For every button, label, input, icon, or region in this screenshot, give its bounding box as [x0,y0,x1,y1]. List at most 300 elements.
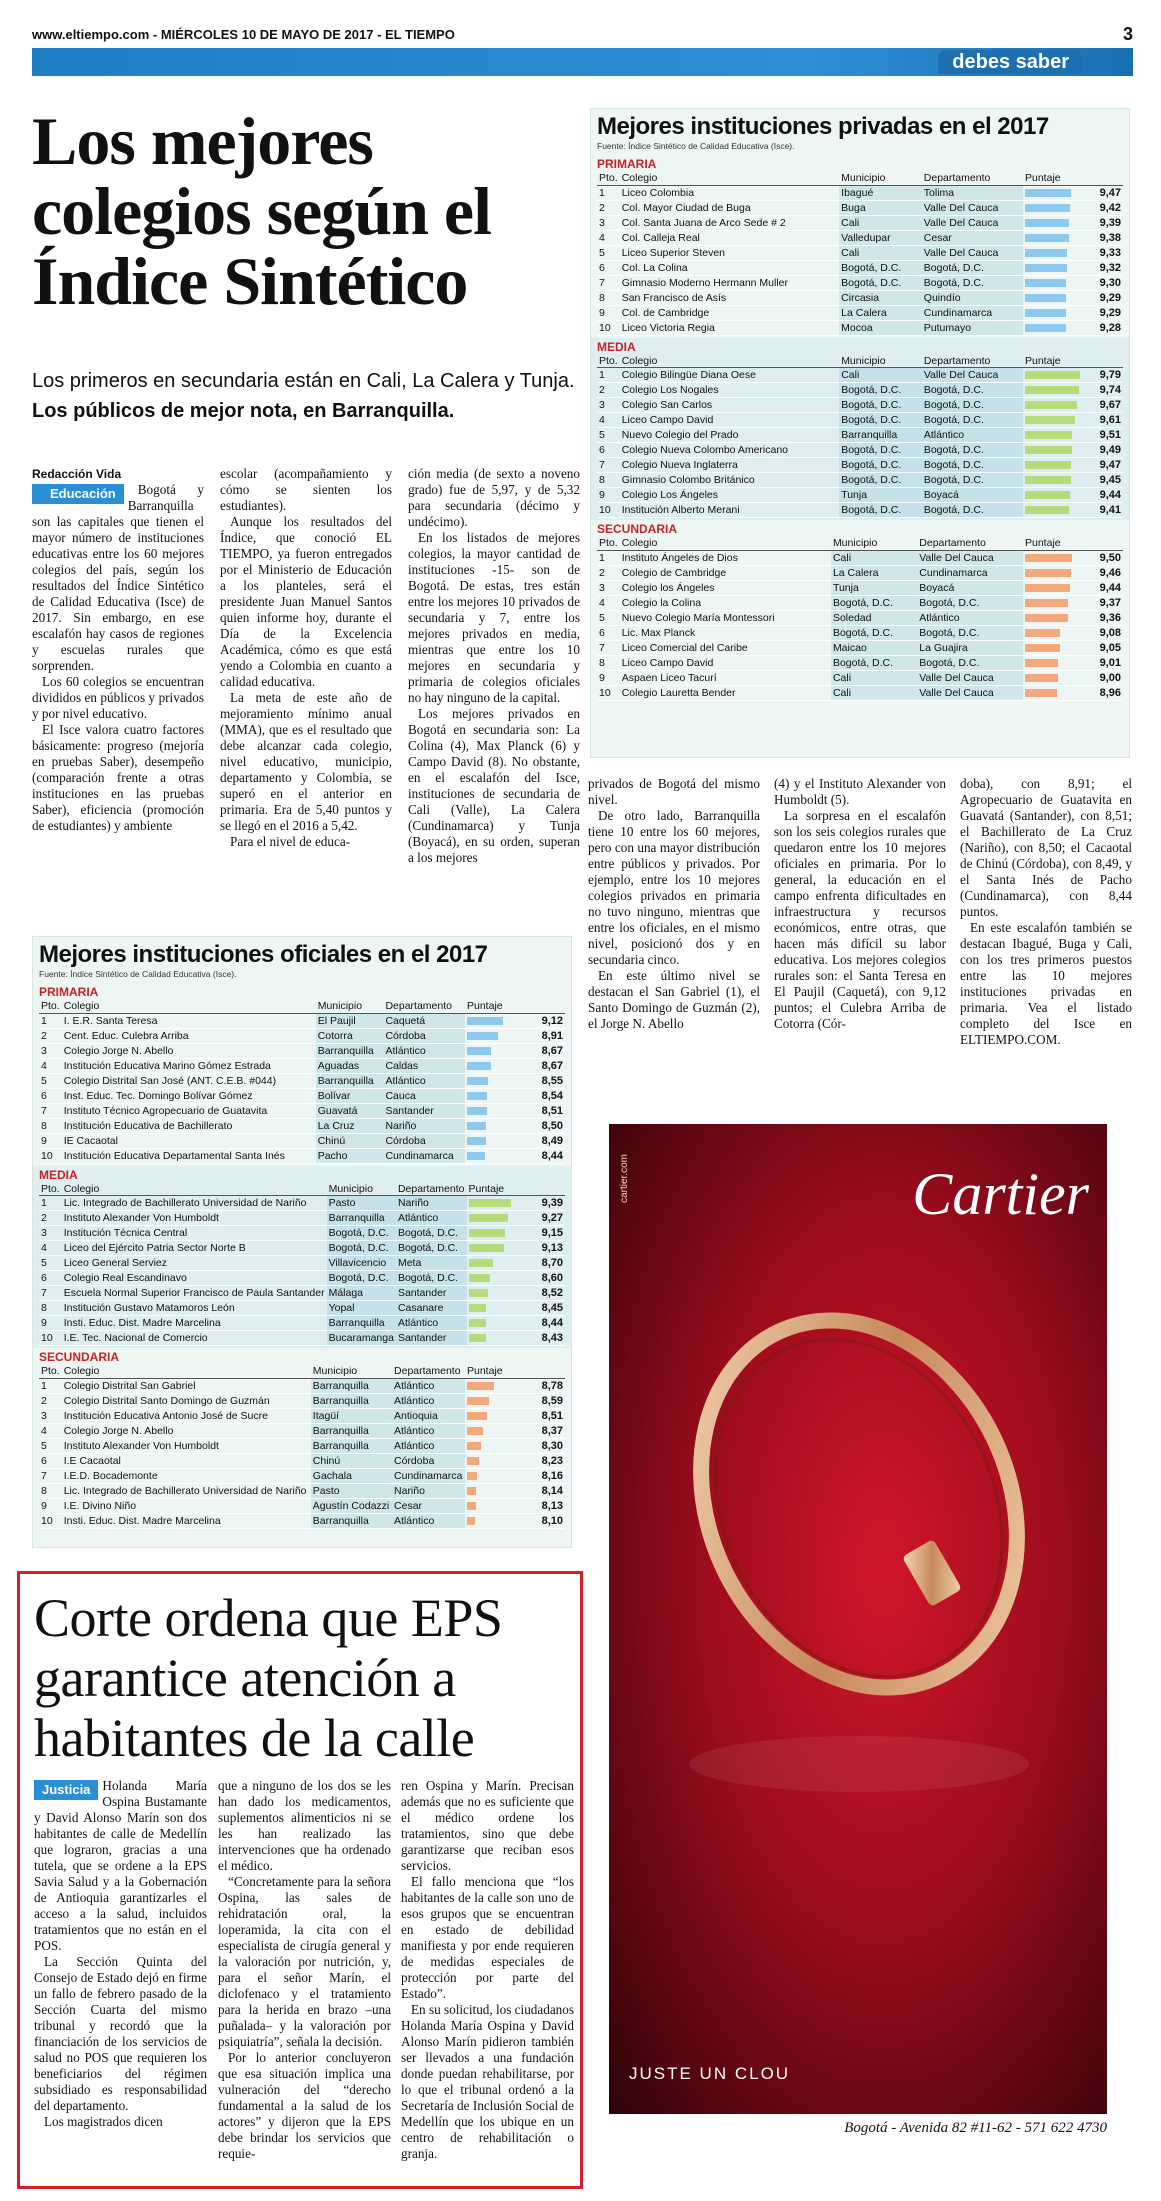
score-bar [467,1457,479,1465]
score-cell: 8,52 [527,1286,565,1301]
rank-cell: 8 [597,290,620,305]
department-cell: Córdoba [383,1028,465,1043]
score-bar-cell [1023,610,1085,625]
school-cell: Colegio Nueva Inglaterra [620,458,840,473]
department-cell: Bogotá, D.C. [396,1241,467,1256]
table-row [39,1256,565,1271]
score-bar [1025,446,1072,454]
score-bar-cell [465,1468,527,1483]
score-cell: 9,47 [1085,458,1123,473]
score-bar [1025,189,1071,197]
score-cell: 9,79 [1085,368,1123,383]
ranking-table [39,1183,565,1347]
department-cell: Valle Del Cauca [922,245,1023,260]
column-header: Colegio [62,1183,327,1196]
score-bar [1025,219,1069,227]
ranking-table [597,537,1123,701]
score-bar-cell [465,1088,527,1103]
table-row [597,215,1123,230]
school-cell: Insti. Educ. Dist. Madre Marcelina [62,1316,327,1331]
table-row [39,1241,565,1256]
score-cell: 8,23 [527,1453,565,1468]
table-row [39,1468,565,1483]
school-cell: Liceo Campo David [620,413,840,428]
table-row [39,1453,565,1468]
rank-cell: 7 [597,640,620,655]
table-row [597,428,1123,443]
section-secundaria [33,1348,571,1531]
score-bar [1025,324,1066,332]
school-cell: I.E.D. Bocademonte [62,1468,311,1483]
school-cell: Instituto Técnico Agropecuario de Guatavita [62,1103,316,1118]
score-bar [469,1229,505,1237]
ranking-table [39,1000,565,1164]
column-header: Puntaje [1023,172,1123,185]
cartier-advertisement[interactable] [609,1124,1107,2114]
score-cell: 9,39 [527,1196,565,1211]
bracelet-image [659,1294,1059,1814]
rank-cell: 10 [39,1148,62,1163]
table-row [597,670,1123,685]
department-cell: Nariño [383,1118,465,1133]
department-cell: Bogotá, D.C. [922,275,1023,290]
department-cell: Cesar [922,230,1023,245]
score-bar-cell [1023,275,1085,290]
score-cell: 9,05 [1085,640,1123,655]
score-bar [469,1289,488,1297]
score-bar-cell [467,1196,528,1211]
rank-cell: 4 [39,1423,62,1438]
rank-cell: 1 [597,368,620,383]
department-cell: Caquetá [383,1013,465,1028]
score-bar [469,1334,486,1342]
municipality-cell: Chinú [311,1453,392,1468]
municipality-cell: Cali [831,550,917,565]
ranking-table [39,1365,565,1529]
paragraph: En su solicitud, los ciudadanos Holanda María Ospina y David Alonso Marín pidieron también ser llevados a una fundación donde puedan rehabilitarse, por lo que el tribunal ordenó a la Secretaría de Inclusión Social de Medellín que los ubique en un centro de rehabilitación o granja. [401,2002,574,2161]
department-cell: Córdoba [383,1133,465,1148]
score-bar-cell [1023,413,1085,428]
municipality-cell: Yopal [327,1301,396,1316]
table-row [39,1148,565,1163]
rank-cell: 5 [39,1438,62,1453]
school-cell: Colegio Distrital San José (ANT. C.E.B. #044) [62,1073,316,1088]
school-cell: Gimnasio Moderno Hermann Muller [620,275,839,290]
score-cell: 9,27 [527,1211,565,1226]
paragraph: “Concretamente para la señora Ospina, las sales de rehidratación oral, la loperamida, la cita con el especialista de cirugía general y la valoración por nutrición, y, para el señor Marín, el diclofenaco y el tratamiento para la herida en brazo –una puñalada– y la valoración por psiquiatría”, señala la decisión. [218,1874,391,2049]
municipality-cell: Málaga [327,1286,396,1301]
score-cell: 9,51 [1085,428,1123,443]
table-row [597,230,1123,245]
score-bar [1025,294,1066,302]
score-bar-cell [1023,383,1085,398]
rank-cell: 4 [597,595,620,610]
department-cell: Bogotá, D.C. [922,398,1023,413]
table-row [39,1331,565,1346]
department-cell: Caldas [383,1058,465,1073]
table-row [39,1058,565,1073]
school-cell: Colegio Distrital San Gabriel [62,1378,311,1393]
section-name: MEDIA [597,339,636,354]
score-cell: 9,08 [1085,625,1123,640]
score-bar-cell [1023,473,1085,488]
eps-column-1 [34,1778,207,2130]
score-bar-cell [1023,230,1085,245]
school-cell: IE Cacaotal [62,1133,316,1148]
table-row [597,200,1123,215]
department-cell: Bogotá, D.C. [922,458,1023,473]
department-cell: Atlántico [922,428,1023,443]
department-cell: Atlántico [392,1378,465,1393]
score-cell: 9,29 [1085,305,1123,320]
score-bar [469,1274,491,1282]
score-bar-cell [467,1226,528,1241]
paragraph: El Isce valora cuatro factores básicamente: progreso (mejoría en pruebas Saber), desempeño (comparación frente a otras instituciones en las pruebas Saber), eficiencia (promoción de estudiantes) y ambiente [32,722,204,833]
school-cell: I.E. Tec. Nacional de Comercio [62,1331,327,1346]
score-bar-cell [1023,215,1085,230]
table-row [597,245,1123,260]
department-cell: Bogotá, D.C. [922,473,1023,488]
score-bar [1025,234,1069,242]
department-cell: Casanare [396,1301,467,1316]
municipality-cell: Pasto [327,1196,396,1211]
table-row [39,1043,565,1058]
municipality-cell: Cali [839,245,922,260]
paragraph: En los listados de mejores colegios, la mayor cantidad de instituciones -15- son de Bogotá. De estas, tres están entre los mejores 10 privados de secundaria y 7, entre los mejores privados en media, mientras que entre los 10 mejores en secundaria y primaria de colegios oficiales no hay ninguno de la capital. [408,530,580,705]
municipality-cell: Buga [839,200,922,215]
column-header: Pto. [599,172,618,185]
table-public-institutions [32,936,572,1548]
score-cell: 9,28 [1085,320,1123,335]
score-bar-cell [1023,595,1085,610]
municipality-cell: Bogotá, D.C. [831,595,917,610]
score-bar-cell [465,1148,527,1163]
rank-cell: 7 [39,1286,62,1301]
score-bar-cell [1023,260,1085,275]
table-row [597,383,1123,398]
score-bar [1025,309,1066,317]
municipality-cell: Tunja [839,488,922,503]
department-cell: Tolima [922,185,1023,200]
rank-cell: 2 [39,1028,62,1043]
municipality-cell: Bogotá, D.C. [839,383,922,398]
table-row [597,320,1123,335]
department-cell: Valle Del Cauca [922,368,1023,383]
table-row [39,1271,565,1286]
school-cell: Colegio la Colina [620,595,831,610]
main-headline: Los mejores colegios según el Índice Sintético [32,103,491,319]
school-cell: Gimnasio Colombo Británico [620,473,840,488]
rank-cell: 9 [597,488,620,503]
department-cell: Bogotá, D.C. [396,1226,467,1241]
subhead-plain: Los primeros en secundaria están en Cali, La Calera y Tunja. [32,370,575,392]
score-bar [1025,659,1058,667]
score-cell: 9,50 [1085,550,1123,565]
table-row [39,1013,565,1028]
score-cell: 9,15 [527,1226,565,1241]
municipality-cell: Barranquilla [311,1378,392,1393]
rank-cell: 4 [39,1058,62,1073]
school-cell: Institución Técnica Central [62,1226,327,1241]
score-bar [467,1092,487,1100]
score-bar [467,1517,475,1525]
municipality-cell: Bogotá, D.C. [839,503,922,518]
column-header: Puntaje [465,1365,565,1378]
column-header: Puntaje [1023,537,1123,550]
score-bar [467,1487,476,1495]
rank-cell: 6 [597,260,620,275]
municipality-cell: Cali [831,670,917,685]
ad-brand-logo: Cartier [912,1161,1089,1227]
table-row [597,368,1123,383]
table-row [39,1073,565,1088]
department-cell: Valle Del Cauca [917,550,1023,565]
score-bar [1025,416,1075,424]
rank-cell: 6 [39,1088,62,1103]
municipality-cell: Bogotá, D.C. [839,413,922,428]
municipality-cell: La Calera [839,305,922,320]
table-row [597,305,1123,320]
score-bar-cell [467,1271,528,1286]
score-bar-cell [465,1423,527,1438]
score-cell: 9,33 [1085,245,1123,260]
section-media [591,338,1129,521]
rank-cell: 8 [39,1301,62,1316]
article-column-6 [960,776,1132,1048]
column-header: Colegio [620,355,840,368]
rank-cell: 1 [597,550,620,565]
score-bar-cell [1023,655,1085,670]
table-row [39,1103,565,1118]
department-cell: Bogotá, D.C. [396,1271,467,1286]
score-cell: 9,42 [1085,200,1123,215]
paragraph: De otro lado, Barranquilla tiene 10 entre los 60 mejores, pero con una mayor distribución entre públicos y privados. Por ejemplo, entre los 10 mejores colegios privados en primaria no tuvo ninguno, mientras que entre los oficiales, en el mismo nivel, posicionó dos y en secundaria cinco. [588,808,760,967]
score-cell: 8,44 [527,1148,565,1163]
school-cell: Liceo Superior Steven [620,245,839,260]
rank-cell: 8 [597,655,620,670]
municipality-cell: Valledupar [839,230,922,245]
column-header: Pto. [41,1000,60,1013]
department-cell: Bogotá, D.C. [917,655,1023,670]
municipality-cell: Gachala [311,1468,392,1483]
paragraph: La meta de este año de mejoramiento mínimo anual (MMA), que es el resultado que debe alcanzar cada colegio, nivel educativo, municipio, departamento y Colombia, se superó en el anterior en primaria. Era de 5,40 puntos y se llegó en el 2016 a 5,42. [220,690,392,833]
table-row [597,413,1123,428]
school-cell: Escuela Normal Superior Francisco de Paula Santander [63,1287,325,1299]
score-bar [1025,614,1068,622]
rank-cell: 1 [39,1196,62,1211]
score-bar [467,1062,491,1070]
ranking-table [597,172,1123,336]
paragraph: La Sección Quinta del Consejo de Estado dejó en firme un fallo de febrero pasado de la Sección Cuarta del mismo tribunal y recordó que la financiación de los servicios de salud no POS que requieren los beneficiarios del régimen subsidiado es responsabilidad del departamento. [34,1954,207,2113]
school-cell: Institución Educativa de Bachillerato [62,1118,316,1133]
municipality-cell: Chinú [316,1133,384,1148]
school-cell: Insti. Educ. Dist. Madre Marcelina [62,1513,311,1528]
table-private-institutions [590,108,1130,758]
municipality-cell: Bogotá, D.C. [839,260,922,275]
score-bar [467,1412,487,1420]
section-primaria [33,983,571,1166]
school-cell: Colegio Distrital Santo Domingo de Guzmán [62,1393,311,1408]
department-cell: Bogotá, D.C. [922,503,1023,518]
department-cell: Valle Del Cauca [922,200,1023,215]
rank-cell: 10 [597,503,620,518]
score-bar-cell [467,1331,528,1346]
eps-article-body [34,1778,574,2183]
municipality-cell: Bogotá, D.C. [839,275,922,290]
score-bar-cell [465,1103,527,1118]
table-row [39,1211,565,1226]
school-cell: Liceo Victoria Regia [620,320,839,335]
score-cell: 9,37 [1085,595,1123,610]
department-cell: Atlántico [383,1043,465,1058]
section-name: PRIMARIA [39,985,99,999]
department-cell: Cesar [392,1498,465,1513]
table-row [597,290,1123,305]
school-cell: I.E. Divino Niño [62,1498,311,1513]
department-cell: Atlántico [917,610,1023,625]
column-header: Departamento [917,537,1023,550]
section-tag-justicia: Justicia [34,1780,98,1800]
score-cell: 9,44 [1085,580,1123,595]
rank-cell: 9 [597,305,620,320]
score-bar [1025,476,1071,484]
table-row [39,1028,565,1043]
column-header: Municipio [839,172,922,185]
score-cell: 9,49 [1085,443,1123,458]
score-bar [467,1017,503,1025]
school-cell: Institución Educativa Departamental Santa Inés [62,1148,316,1163]
score-bar [1025,386,1079,394]
score-cell: 9,13 [527,1241,565,1256]
score-bar [1025,674,1058,682]
score-bar-cell [1023,428,1085,443]
municipality-cell: La Calera [831,565,917,580]
school-cell: Col. Santa Juana de Arco Sede # 2 [620,215,839,230]
rank-cell: 10 [597,320,620,335]
score-bar [469,1304,487,1312]
eps-column-3 [401,1778,574,2162]
municipality-cell: Barranquilla [316,1043,384,1058]
ad-url: cartier.com [619,1154,630,1203]
score-cell: 8,59 [527,1393,565,1408]
paragraph: (4) y el Instituto Alexander von Humboldt (5). [774,776,946,807]
municipality-cell: Cali [839,215,922,230]
rank-cell: 3 [39,1226,62,1241]
score-cell: 8,67 [527,1043,565,1058]
score-cell: 8,51 [527,1103,565,1118]
school-cell: Col. de Cambridge [620,305,839,320]
score-cell: 9,41 [1085,503,1123,518]
rank-cell: 4 [39,1241,62,1256]
score-bar-cell [465,1498,527,1513]
score-bar-cell [465,1118,527,1133]
department-cell: Atlántico [392,1423,465,1438]
department-cell: Nariño [396,1196,467,1211]
score-bar-cell [1023,200,1085,215]
table-row [597,185,1123,200]
department-cell: Bogotá, D.C. [922,383,1023,398]
table-title: Mejores instituciones oficiales en el 2017 [39,941,488,968]
school-cell: Liceo General Serviez [62,1256,327,1271]
score-cell: 9,32 [1085,260,1123,275]
score-cell: 9,38 [1085,230,1123,245]
table-row [597,640,1123,655]
column-header: Pto. [41,1182,60,1195]
department-cell: Bogotá, D.C. [922,413,1023,428]
table-row [597,685,1123,700]
column-header: Puntaje [1023,355,1123,368]
municipality-cell: Barranquilla [327,1316,396,1331]
table-row [39,1498,565,1513]
score-bar-cell [1023,245,1085,260]
municipality-cell: Bogotá, D.C. [839,473,922,488]
score-bar-cell [465,1043,527,1058]
paragraph: ren Ospina y Marín. Precisan además que no es suficiente que el médico ordene los tratamientos, sino que debe garantizarse que reciban esos servicios. [401,1778,574,1873]
municipality-cell: Bogotá, D.C. [831,625,917,640]
article-column-3 [408,466,580,866]
paragraph: que a ninguno de los dos se les han dado los medicamentos, suplementos alimenticios ni se les han realizado las intervenciones que ha ordenado el médico. [218,1778,391,1873]
score-bar-cell [465,1513,527,1528]
score-cell: 8,10 [527,1513,565,1528]
rank-cell: 2 [597,200,620,215]
rank-cell: 9 [39,1133,62,1148]
score-cell: 9,47 [1085,185,1123,200]
score-bar-cell [1023,625,1085,640]
municipality-cell: Mocoa [839,320,922,335]
school-cell: Institución Alberto Merani [620,503,840,518]
school-cell: I. E.R. Santa Teresa [62,1013,316,1028]
score-cell: 9,44 [1085,488,1123,503]
school-cell: Lic. Integrado de Bachillerato Universidad de Nariño [62,1196,327,1211]
article-column-1 [32,466,204,834]
table-row [39,1316,565,1331]
score-bar [467,1137,486,1145]
column-header: Pto. [41,1365,60,1378]
table-row [39,1438,565,1453]
table-row [39,1393,565,1408]
school-cell: Aspaen Liceo Tacurí [620,670,831,685]
paragraph: Los 60 colegios se encuentran divididos en públicos y privados y por nivel educativo. [32,674,204,721]
score-bar-cell [1023,685,1085,700]
score-bar [1025,689,1057,697]
department-cell: Bogotá, D.C. [917,595,1023,610]
table-row [597,595,1123,610]
column-header: Municipio [831,537,917,550]
paragraph: escolar (acompañamiento y cómo se sienten los estudiantes). [220,466,392,513]
rank-cell: 10 [39,1331,62,1346]
department-cell: La Guajira [917,640,1023,655]
municipality-cell: Pasto [311,1483,392,1498]
school-cell: Liceo del Ejército Patria Sector Norte B [62,1241,327,1256]
table-row [597,458,1123,473]
score-bar-cell [1023,290,1085,305]
main-subhead [32,366,592,426]
school-cell: Colegio los Ángeles [620,580,831,595]
table-row [597,580,1123,595]
department-cell: Atlántico [392,1393,465,1408]
table-title: Mejores instituciones privadas en el 2017 [597,113,1049,140]
column-header: Colegio [620,537,831,550]
paragraph: Por lo anterior concluyeron que esa situación implica una vulneración del “derecho fundamental a la salud de los actores” y dijeron que la EPS debe brindar los servicios que requie- [218,2050,391,2161]
score-bar-cell [467,1286,528,1301]
municipality-cell: Cotorra [316,1028,384,1043]
department-cell: Meta [396,1256,467,1271]
score-bar [1025,554,1072,562]
score-cell: 8,67 [527,1058,565,1073]
table-row [39,1301,565,1316]
school-cell: Institución Educativa Antonio José de Sucre [62,1408,311,1423]
score-cell: 9,74 [1085,383,1123,398]
